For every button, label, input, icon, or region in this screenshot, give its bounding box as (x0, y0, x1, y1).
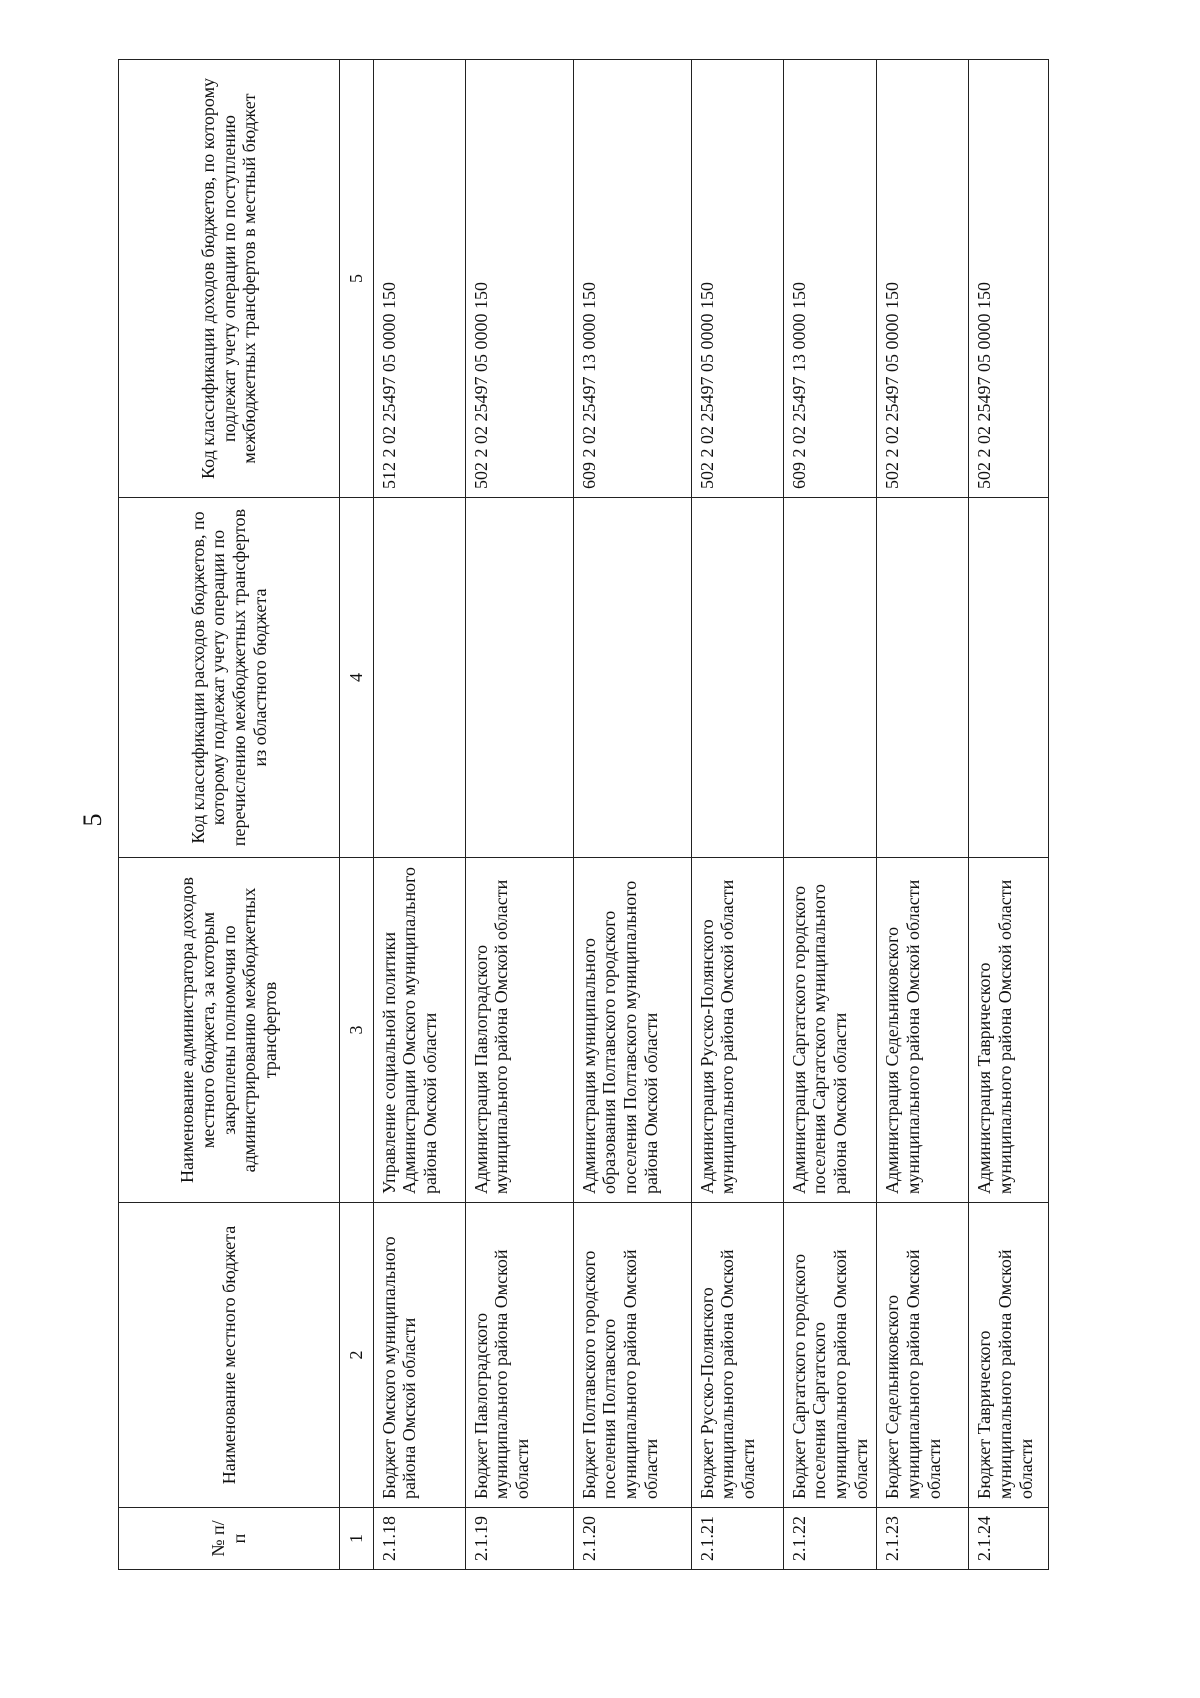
table-row (691, 60, 783, 1570)
expense-code-cell (969, 498, 1049, 858)
row-number: 2.1.19 (465, 1508, 573, 1570)
header-number: № п/п (119, 1508, 340, 1570)
header-local-budget: Наименование местного бюджета (119, 1203, 340, 1508)
administrator-name: Управление социальной политики Администрации Омского муниципального района Омской области (373, 858, 465, 1203)
income-code: 502 2 02 25497 05 0000 150 (465, 60, 573, 498)
income-code: 609 2 02 25497 13 0000 150 (783, 60, 877, 498)
income-code: 609 2 02 25497 13 0000 150 (573, 60, 691, 498)
administrator-name: Администрация Русско-Полянского муниципального района Омской области (691, 858, 783, 1203)
column-number: 1 (340, 1508, 374, 1570)
row-number: 2.1.21 (691, 1508, 783, 1570)
income-code: 512 2 02 25497 05 0000 150 (373, 60, 465, 498)
administrator-name: Администрация Седельниковского муниципального района Омской области (877, 858, 969, 1203)
expense-code-cell (465, 498, 573, 858)
expense-code-cell (783, 498, 877, 858)
header-administrator: Наименование администратора доходов местного бюджета, за которым закреплены полномочия по администрированию межбюджетных трансфертов (119, 858, 340, 1203)
table-row (877, 60, 969, 1570)
column-number: 3 (340, 858, 374, 1203)
table-row (783, 60, 877, 1570)
local-budget-name: Бюджет Омского муниципального района Омской области (373, 1203, 465, 1508)
income-code: 502 2 02 25497 05 0000 150 (877, 60, 969, 498)
expense-code-cell (573, 498, 691, 858)
row-number: 2.1.22 (783, 1508, 877, 1570)
administrator-name: Администрация Павлоградского муниципального района Омской области (465, 858, 573, 1203)
income-code: 502 2 02 25497 05 0000 150 (691, 60, 783, 498)
header-income-code: Код классификации доходов бюджетов, по которому подлежат учету операции по поступлению межбюджетных трансфертов в местный бюджет (119, 60, 340, 498)
administrator-name: Администрация муниципального образования Полтавского городского поселения Полтавского муниципального района Омской области (573, 858, 691, 1203)
table-row (465, 60, 573, 1570)
table-row (969, 60, 1049, 1570)
column-number-row (340, 60, 374, 1570)
expense-code-cell (691, 498, 783, 858)
header-expense-code: Код классификации расходов бюджетов, по которому подлежат учету операции по перечислению межбюджетных трансфертов из областного бюджета (119, 498, 340, 858)
table-header-row (119, 60, 340, 1570)
local-budget-name: Бюджет Саргатского городского поселения Саргатского муниципального района Омской области (783, 1203, 877, 1508)
local-budget-name: Бюджет Таврического муниципального района Омской области (969, 1203, 1049, 1508)
page-number: 5 (78, 813, 107, 827)
administrator-name: Администрация Таврического муниципального района Омской области (969, 858, 1049, 1203)
expense-code-cell (877, 498, 969, 858)
local-budget-name: Бюджет Полтавского городского поселения Полтавского муниципального района Омской области (573, 1203, 691, 1508)
income-code: 502 2 02 25497 05 0000 150 (969, 60, 1049, 498)
column-number: 5 (340, 60, 374, 498)
budget-table (118, 59, 1049, 1570)
table-row (373, 60, 465, 1570)
column-number: 2 (340, 1203, 374, 1508)
row-number: 2.1.23 (877, 1508, 969, 1570)
local-budget-name: Бюджет Русско-Полянского муниципального района Омской области (691, 1203, 783, 1508)
table-row (573, 60, 691, 1570)
local-budget-name: Бюджет Павлоградского муниципального района Омской области (465, 1203, 573, 1508)
row-number: 2.1.18 (373, 1508, 465, 1570)
administrator-name: Администрация Саргатского городского поселения Саргатского муниципального района Омской области (783, 858, 877, 1203)
expense-code-cell (373, 498, 465, 858)
row-number: 2.1.24 (969, 1508, 1049, 1570)
row-number: 2.1.20 (573, 1508, 691, 1570)
column-number: 4 (340, 498, 374, 858)
local-budget-name: Бюджет Седельниковского муниципального района Омской области (877, 1203, 969, 1508)
